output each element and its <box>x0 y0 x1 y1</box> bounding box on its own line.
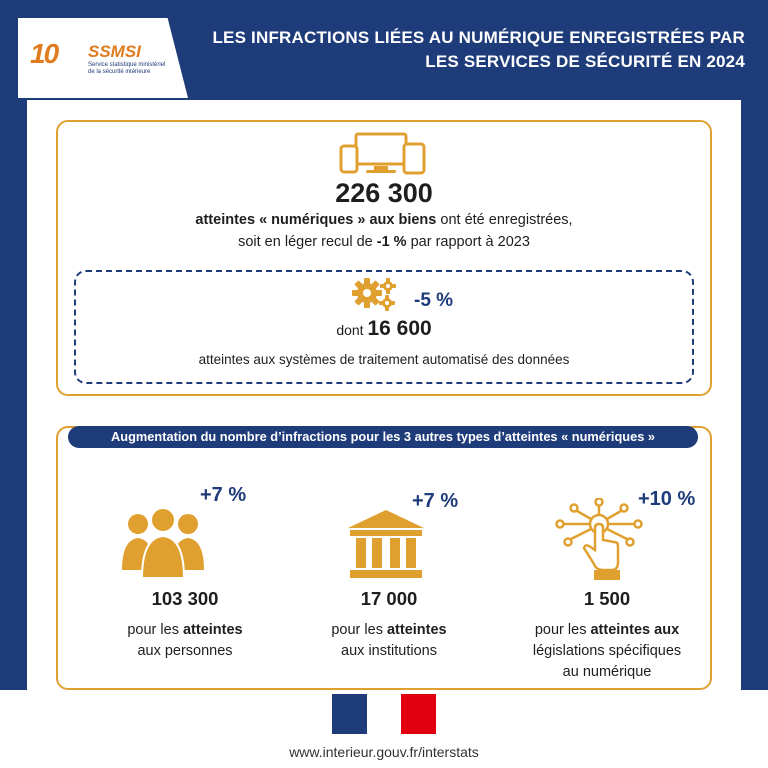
logo-subtitle: Service statistique ministériel de la sécurité intérieure <box>88 62 166 75</box>
category-change: +7 % <box>412 490 459 512</box>
category-value: 103 300 <box>151 588 219 609</box>
french-republic-flag-icon <box>332 694 436 734</box>
desc-line-2: législations spécifiques <box>532 643 682 659</box>
category-change: +7 % <box>200 484 247 506</box>
desc-line-3: au numérique <box>562 664 652 680</box>
desc-bold: atteintes <box>182 622 243 638</box>
category-persons <box>80 470 290 690</box>
page-title <box>200 26 745 74</box>
desc-prefix: pour les <box>534 622 591 638</box>
desc-prefix: pour les <box>331 622 387 638</box>
subset-label: atteintes aux systèmes de traitement automatisé des données <box>198 352 570 367</box>
title-line-2: LES SERVICES DE SÉCURITÉ EN 2024 <box>425 52 745 71</box>
category-change: +10 % <box>638 488 696 510</box>
category-description <box>284 620 494 662</box>
logo-name: SSMSI <box>88 42 141 61</box>
category-institutions <box>284 470 494 690</box>
trend-suffix: par rapport à 2023 <box>406 234 530 250</box>
total-desc-bold: atteintes « numériques » aux biens <box>195 212 437 228</box>
total-desc-rest: ont été enregistrées, <box>436 212 573 228</box>
increase-banner: Augmentation du nombre d’infractions pour les 3 autres types d’atteintes « numériques » <box>68 426 698 448</box>
category-value: 17 000 <box>360 588 418 609</box>
title-line-1: LES INFRACTIONS LIÉES AU NUMÉRIQUE ENREGISTRÉES PAR <box>212 28 745 47</box>
desc-bold: atteintes aux <box>590 622 680 638</box>
desc-bold: atteintes <box>386 622 447 638</box>
desc-prefix: pour les <box>127 622 183 638</box>
logo-mark: 10 <box>30 38 58 69</box>
total-value: 226 300 <box>335 178 433 208</box>
subset-prefix: dont <box>336 322 368 338</box>
category-description <box>80 620 290 662</box>
footer-url[interactable]: www.interieur.gouv.fr/interstats <box>289 744 479 760</box>
left-border <box>0 0 27 690</box>
total-trend <box>0 234 768 250</box>
devices-icon <box>338 132 428 176</box>
trend-prefix: soit en léger recul de <box>238 234 377 250</box>
subset-value: 16 600 <box>367 317 432 340</box>
right-border <box>741 0 768 690</box>
subset-change: -5 % <box>414 290 454 311</box>
category-digital-legislation <box>502 470 712 690</box>
category-value: 1 500 <box>583 588 631 609</box>
institution-icon <box>346 508 426 580</box>
total-description <box>0 212 768 228</box>
people-icon <box>120 508 206 578</box>
digital-touch-icon <box>554 498 644 582</box>
category-description <box>502 620 712 683</box>
desc-line-2: aux personnes <box>137 643 233 659</box>
gears-icon <box>350 276 398 312</box>
trend-value: -1 % <box>376 234 407 250</box>
subset-value-line <box>0 317 768 341</box>
desc-line-2: aux institutions <box>341 643 437 659</box>
